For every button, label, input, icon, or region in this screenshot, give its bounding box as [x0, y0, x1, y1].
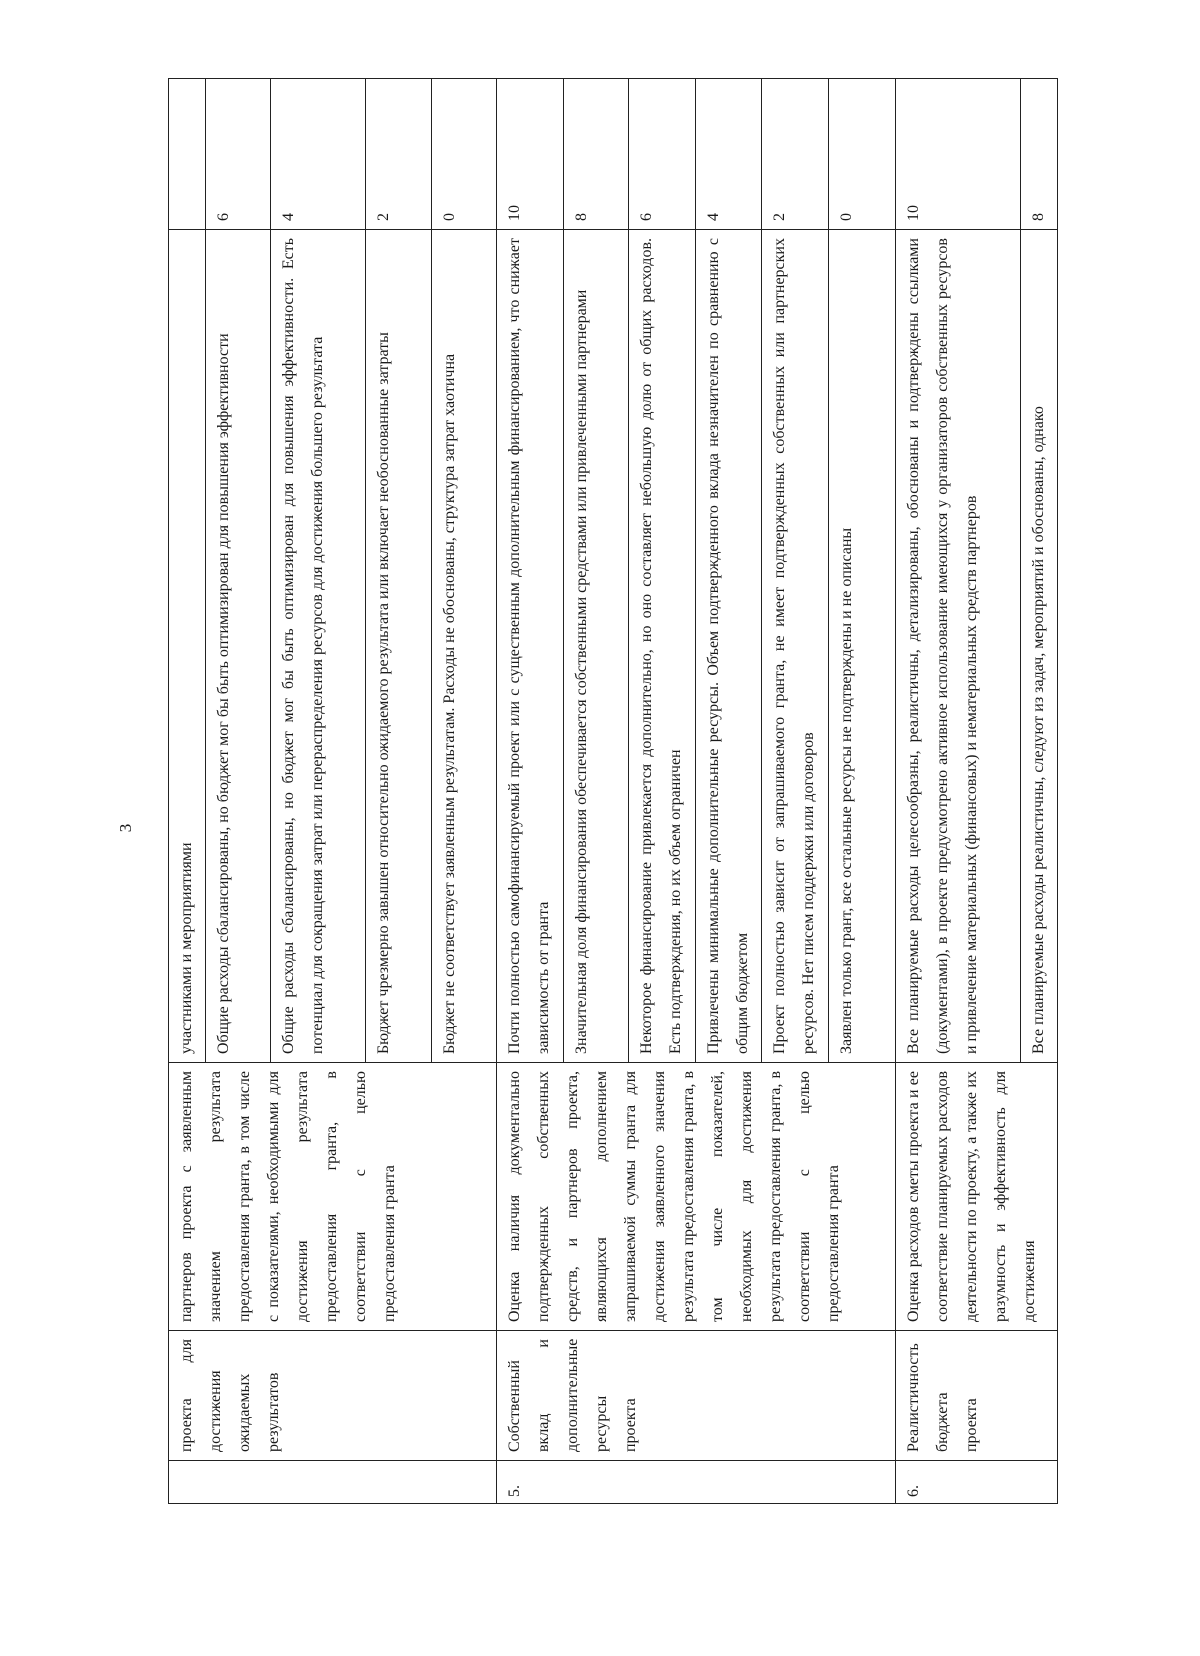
level-score: 8: [1021, 79, 1058, 230]
level-description: Общие расходы сбалансированы, но бюджет мог бы быть оптимизирован для повышения эффективности: [205, 230, 270, 1063]
level-score: 4: [695, 79, 761, 230]
level-score: 10: [896, 79, 1021, 230]
criterion-number: [169, 1461, 497, 1504]
rotated-page-content: [168, 79, 1058, 1504]
page-number: 3: [116, 823, 135, 833]
criterion-number: 6.: [896, 1461, 1058, 1504]
level-score: 6: [629, 79, 695, 230]
table-row: [169, 79, 206, 1504]
level-description: Общие расходы сбалансированы, но бюджет мог бы быть оптимизирован для повышения эффективности. Есть потенциал для сокращения затрат или перераспределения ресурсов для достижения большего результата: [271, 230, 366, 1063]
level-score: 0: [431, 79, 496, 230]
level-score: [169, 79, 206, 230]
level-description: Бюджет чрезмерно завышен относительно ожидаемого результата или включает необоснованные затраты: [366, 230, 431, 1063]
criteria-table: [168, 78, 1058, 1504]
level-description: участниками и мероприятиями: [169, 230, 206, 1063]
level-description: Все планируемые расходы целесообразны, реалистичны, детализированы, обоснованы и подтверждены ссылками (документами), в проекте предусмотрено активное использование имеющихся у организаторов собственных ресурсов и привлечение материальных (финансовых) и нематериальных средств партнеров: [896, 230, 1021, 1063]
table-row: [896, 79, 1021, 1504]
level-description: Почти полностью самофинансируемый проект или с существенным дополнительным финансированием, что снижает зависимость от гранта: [497, 230, 563, 1063]
level-description: Заявлен только грант, все остальные ресурсы не подтверждены и не описаны: [828, 230, 896, 1063]
level-description: Некоторое финансирование привлекается дополнительно, но оно составляет небольшую долю от общих расходов. Есть подтверждения, но их объем ограничен: [629, 230, 695, 1063]
criterion-name: Реалистичность бюджета проекта: [896, 1331, 1058, 1461]
table-row: [497, 79, 563, 1504]
criterion-name: проекта для достижения ожидаемых результатов: [169, 1331, 497, 1461]
criterion-number: 5.: [497, 1461, 896, 1504]
criterion-description: Оценка расходов сметы проекта и ее соответствие планируемых расходов деятельности по проекту, а также их разумность и эффективность для достижения: [896, 1063, 1058, 1331]
level-description: Проект полностью зависит от запрашиваемого гранта, не имеет подтвержденных собственных или партнерских ресурсов. Нет писем поддержки или договоров: [762, 230, 828, 1063]
level-description: Все планируемые расходы реалистичны, следуют из задач, мероприятий и обоснованы, однако: [1021, 230, 1058, 1063]
level-description: Бюджет не соответствует заявленным результатам. Расходы не обоснованы, структура затрат хаотична: [431, 230, 496, 1063]
criterion-description: партнеров проекта с заявленным значением результата предоставления гранта, в том числе с показателями, необходимыми для достижения результата предоставления гранта, в соответствии с целью предоставления гранта: [169, 1063, 497, 1331]
criterion-name: Собственный вклад и дополнительные ресурсы проекта: [497, 1331, 896, 1461]
level-description: Значительная доля финансирования обеспечивается собственными средствами или привлеченными партнерами: [563, 230, 628, 1063]
criterion-description: Оценка наличия документально подтвержденных собственных средств, и партнеров проекта, являющихся дополнением запрашиваемой суммы гранта для достижения заявленного значения результата предоставления гранта, в том числе показателей, необходимых для достижения результата предоставления гранта, в соответствии с целью предоставления гранта: [497, 1063, 896, 1331]
level-score: 4: [271, 79, 366, 230]
level-description: Привлечены минимальные дополнительные ресурсы. Объем подтвержденного вклада незначителен по сравнению с общим бюджетом: [695, 230, 761, 1063]
level-score: 2: [366, 79, 431, 230]
level-score: 10: [497, 79, 563, 230]
level-score: 8: [563, 79, 628, 230]
level-score: 2: [762, 79, 828, 230]
level-score: 0: [828, 79, 896, 230]
level-score: 6: [205, 79, 270, 230]
